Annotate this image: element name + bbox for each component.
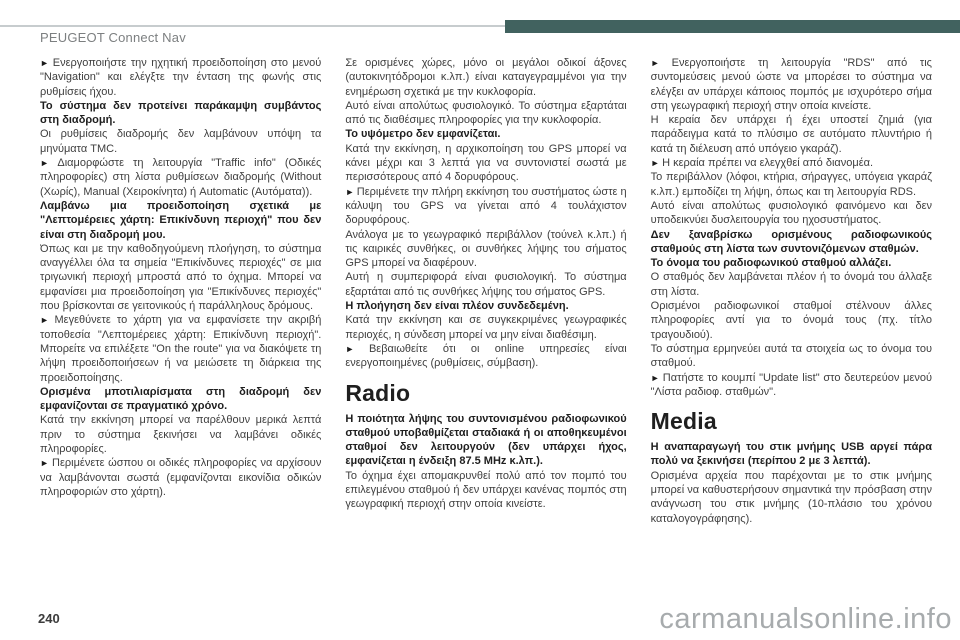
arrow-bullet-icon: ► xyxy=(40,58,53,68)
section-heading: Media xyxy=(650,408,717,435)
content-columns xyxy=(40,56,932,604)
issue-title: Το όνομα του ραδιοφωνικού σταθμού αλλάζει. xyxy=(650,257,892,270)
arrow-bullet-icon: ► xyxy=(650,158,663,169)
paragraph: Ο σταθμός δεν λαμβάνεται πλέον ή το όνομά του άλλαξε στη λίστα. xyxy=(650,271,932,298)
paragraph: Αυτό είναι απολύτως φυσιολογικό φαινόμενο και δεν υποδεικνύει δυσλειτουργία του ηχοσυστήματος. xyxy=(650,199,932,227)
watermark: carmanualsonline.info xyxy=(659,603,952,635)
manual-title: PEUGEOT Connect Nav xyxy=(40,30,186,45)
paragraph: Οι ρυθμίσεις διαδρομής δεν λαμβάνουν υπόψη τα μηνύματα TMC. xyxy=(40,128,322,155)
instruction-step: ► Μεγεθύνετε το χάρτη για να εμφανίσετε την ακριβή τοποθεσία "Λεπτομέρειες χάρτη: Επικίνδυνη περιοχή". Μπορείτε να επιλέξετε "On the route" για να διακόψετε τη λήψη προειδοποιήσεων ή να μειώσετε τη διάρκεια της προειδοποίησης. xyxy=(40,314,322,384)
issue-title: Λαμβάνω μια προειδοποίηση σχετικά με "Λεπτομέρειες χάρτη: Επικίνδυνη περιοχή" που δεν είναι στη διαδρομή μου. xyxy=(40,199,322,241)
page-number: 240 xyxy=(38,611,60,626)
paragraph: Το σύστημα ερμηνεύει αυτά τα στοιχεία ως το όνομα του σταθμού. xyxy=(650,342,932,370)
arrow-bullet-icon: ► xyxy=(650,372,663,383)
issue-title: Η αναπαραγωγή του στικ μνήμης USB αργεί πάρα πολύ να ξεκινήσει (περίπου 2 με 3 λεπτά). xyxy=(650,441,932,468)
instruction-step: ► Ενεργοποιήστε την ηχητική προειδοποίηση στο μενού "Navigation" και ελέγξτε την ένταση της φωνής στις ρυθμίσεις ήχου. xyxy=(40,57,322,98)
text-column xyxy=(345,56,626,604)
header-rule xyxy=(0,25,505,27)
issue-title: Η ποιότητα λήψης του συντονισμένου ραδιοφωνικού σταθμού υποβαθμίζεται σταδιακά ή οι αποθηκευμένοι σταθμοί δεν λειτουργούν (δεν υπάρχει ήχος, εμφανίζεται η ένδειξη 87.5 MHz κ.λπ.). xyxy=(345,412,627,468)
paragraph: Η κεραία δεν υπάρχει ή έχει υποστεί ζημιά (για παράδειγμα κατά το πλύσιμο σε αυτόματο πλυντήριο ή κατά τη διέλευση από υπόγειο γκαράζ). xyxy=(650,114,932,155)
paragraph: Ανάλογα με το γεωγραφικό περιβάλλον (τούνελ κ.λπ.) ή τις καιρικές συνθήκες, οι συνθήκες λήψης του σήματος GPS μπορεί να διαφέρουν. xyxy=(345,228,627,270)
instruction-step: ► Διαμορφώστε τη λειτουργία "Traffic info" (Οδικές πληροφορίες) στη λίστα ρυθμίσεων διαδρομής (Without (Χωρίς), Manual (Χειροκίνητα) ή Automatic (Αυτόματα)). xyxy=(40,157,322,198)
paragraph: Το όχημα έχει απομακρυνθεί πολύ από τον πομπό του επιλεγμένου σταθμού ή δεν υπάρχει κανένας πομπός στη γεωγραφική περιοχή στην οποία κινείστε. xyxy=(345,469,627,511)
issue-title: Η πλοήγηση δεν είναι πλέον συνδεδεμένη. xyxy=(345,300,569,313)
paragraph: Το περιβάλλον (λόφοι, κτήρια, σήραγγες, υπόγεια γκαράζ κ.λπ.) εμποδίζει τη λήψη, όπως και τη λειτουργία RDS. xyxy=(650,171,932,198)
arrow-bullet-icon: ► xyxy=(345,343,369,354)
instruction-step: ► Πατήστε το κουμπί "Update list" στο δευτερεύον μενού "Λίστα ραδιοφ. σταθμών". xyxy=(650,371,932,398)
instruction-step: ► Βεβαιωθείτε ότι οι online υπηρεσίες είναι ενεργοποιημένες (ρυθμίσεις, σύμβαση). xyxy=(345,342,627,370)
paragraph: Ορισμένα αρχεία που παρέχονται με το στικ μνήμης μπορεί να καθυστερήσουν σημαντικά την πρόσβαση στην ανάγνωση του στικ μνήμης (10-πλάσιο του χρόνου καταλογογράφησης). xyxy=(650,469,932,525)
instruction-step: ► Περιμένετε την πλήρη εκκίνηση του συστήματος ώστε η κάλυψη του GPS να γίνεται από 4 τουλάχιστον δορυφόρους. xyxy=(345,185,627,227)
instruction-step: ► Περιμένετε ώσπου οι οδικές πληροφορίες να αρχίσουν να λαμβάνονται σωστά (εμφανίζονται εικονίδια οδικών πληροφοριών στο χάρτη). xyxy=(40,457,322,498)
paragraph: Κατά την εκκίνηση και σε συγκεκριμένες γεωγραφικές περιοχές, η σύνδεση μπορεί να μην είναι διαθέσιμη. xyxy=(345,314,627,341)
instruction-step: ► Ενεργοποιήστε τη λειτουργία "RDS" από τις συντομεύσεις μενού ώστε να μπορέσει το σύστημα να ελέγξει αν υπάρχει κάποιος πομπός με ισχυρότερο σήμα στη γεωγραφική περιοχή στην οποία κινείστε. xyxy=(650,57,932,112)
arrow-bullet-icon: ► xyxy=(40,458,53,469)
paragraph: Σε ορισμένες χώρες, μόνο οι μεγάλοι οδικοί άξονες (αυτοκινητόδρομοι κ.λπ.) είναι καταγεγραμμένοι για την ενημέρωση σχετικά με την κυκλοφορία. xyxy=(345,57,627,98)
issue-title: Ορισμένα μποτιλιαρίσματα στη διαδρομή δεν εμφανίζονται σε πραγματικό χρόνο. xyxy=(40,385,322,413)
header-accent-bar xyxy=(505,20,960,33)
text-column xyxy=(651,56,932,604)
paragraph: Όπως και με την καθοδηγούμενη πλοήγηση, το σύστημα αναγγέλλει όλα τα σημεία "Επικίνδυνες περιοχές" σε μια τριγωνική περιοχή μπροστά από το όχημα. Μπορεί να εμφανίσει μια προειδοποίηση για "Επικίνδυνες περιοχές" που βρίσκονται σε γειτονικούς ή παράλληλους δρόμους. xyxy=(40,242,322,313)
text-column xyxy=(40,56,321,604)
paragraph: Αυτό είναι απολύτως φυσιολογικό. Το σύστημα εξαρτάται από τις διαθέσιμες πληροφορίες για την κυκλοφορία. xyxy=(345,99,627,127)
paragraph: Κατά την εκκίνηση, η αρχικοποίηση του GPS μπορεί να κάνει μέχρι και 3 λεπτά για να συντονιστεί σωστά με περισσότερους από 4 δορυφόρους. xyxy=(345,142,627,184)
paragraph: Κατά την εκκίνηση μπορεί να παρέλθουν μερικά λεπτά πριν το σύστημα ξεκινήσει να λαμβάνει οδικές πληροφορίες. xyxy=(40,414,322,456)
arrow-bullet-icon: ► xyxy=(650,58,672,68)
issue-title: Δεν ξαναβρίσκω ορισμένους ραδιοφωνικούς σταθμούς στη λίστα των συντονιζόμενων σταθμών. xyxy=(650,228,932,255)
paragraph: Ορισμένοι ραδιοφωνικοί σταθμοί στέλνουν άλλες πληροφορίες αντί για το όνομά τους (πχ. τίτλο τραγουδιού). xyxy=(650,300,932,341)
issue-title: Το υψόμετρο δεν εμφανίζεται. xyxy=(345,128,501,141)
arrow-bullet-icon: ► xyxy=(40,315,55,326)
paragraph: Αυτή η συμπεριφορά είναι φυσιολογική. Το σύστημα εξαρτάται από τις συνθήκες λήψης του σήματος GPS. xyxy=(345,271,627,298)
section-heading: Radio xyxy=(345,379,411,406)
instruction-step: ► Η κεραία πρέπει να ελεγχθεί από διανομέα. xyxy=(650,157,874,170)
arrow-bullet-icon: ► xyxy=(345,186,357,197)
arrow-bullet-icon: ► xyxy=(40,158,58,169)
issue-title: Το σύστημα δεν προτείνει παράκαμψη συμβάντος στη διαδρομή. xyxy=(40,99,322,127)
